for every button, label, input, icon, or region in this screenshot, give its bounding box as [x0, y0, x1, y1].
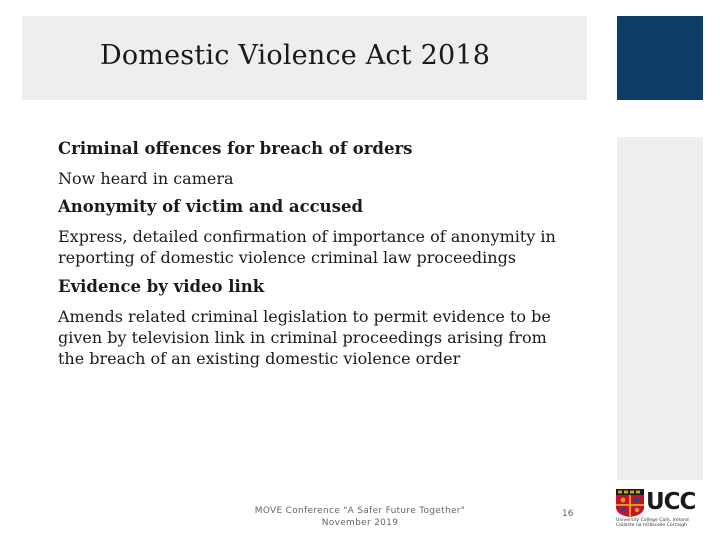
- footer-line-2: November 2019: [321, 518, 399, 528]
- bullet-heading: Anonymity of victim and accused: [58, 197, 363, 216]
- bullet-heading: Criminal offences for breach of orders: [58, 139, 413, 158]
- footer-line-1: MOVE Conference "A Safer Future Together": [254, 506, 466, 516]
- slide-title: Domestic Violence Act 2018: [100, 40, 491, 71]
- bullet-text: Amends related criminal legislation to permit evidence to be given by television link in criminal proceedings arising from the breach of an existing domestic violence order: [58, 307, 551, 368]
- ucc-logo: [614, 489, 706, 529]
- logo-wordmark: UCC: [646, 489, 696, 515]
- ucc-crest-icon: [616, 489, 644, 517]
- bullet-text: Express, detailed confirmation of importance of anonymity in reporting of domestic violence criminal law proceedings: [58, 227, 556, 267]
- bullet-text: Now heard in camera: [58, 169, 234, 188]
- footer-caption: [230, 505, 490, 529]
- logo-subtitle-en: University College Cork, Ireland: [616, 518, 689, 523]
- side-strip: [617, 137, 703, 480]
- bullet-heading: Evidence by video link: [58, 277, 265, 296]
- page-number: 16: [562, 509, 574, 519]
- accent-square: [617, 16, 703, 100]
- logo-subtitle: [616, 518, 689, 528]
- logo-subtitle-ga: Coláiste na hOllscoile Corcaigh: [616, 523, 687, 528]
